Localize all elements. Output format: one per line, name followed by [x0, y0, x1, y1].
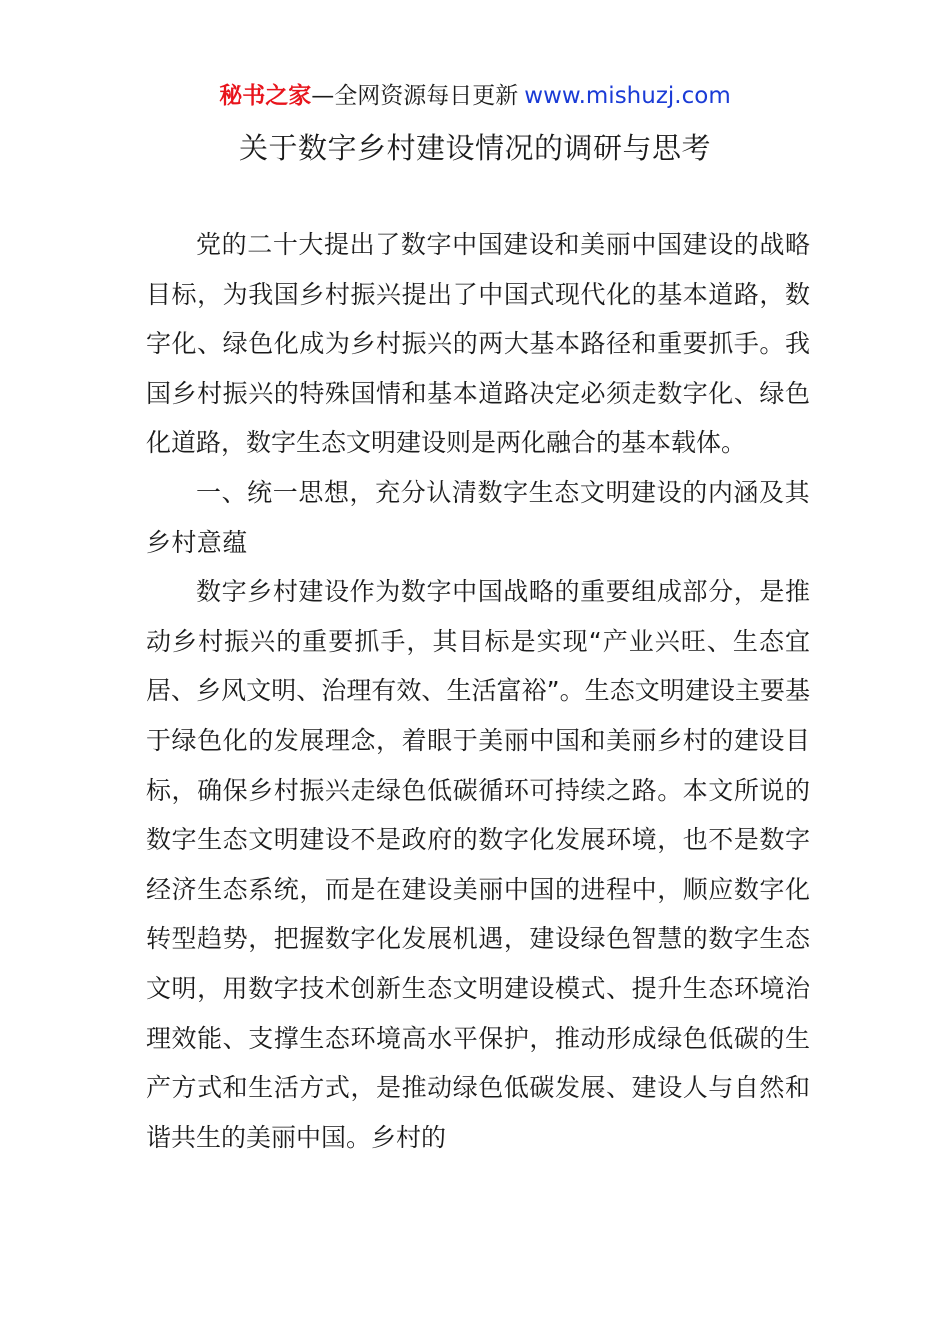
site-header: [0, 80, 950, 112]
document-body: [146, 220, 810, 1162]
paragraph-intro: 党的二十大提出了数字中国建设和美丽中国建设的战略目标，为我国乡村振兴提出了中国式现代化的基本道路，数字化、绿色化成为乡村振兴的两大基本路径和重要抓手。我国乡村振兴的特殊国情和基本道路决定必须走数字化、绿色化道路，数字生态文明建设则是两化融合的基本载体。: [146, 230, 810, 458]
section-heading-1: 一、统一思想，充分认清数字生态文明建设的内涵及其乡村意蕴: [146, 477, 810, 557]
site-url-link[interactable]: www.mishuzj.com: [524, 83, 731, 109]
brand-name: 秘书之家: [219, 83, 312, 109]
paragraph-section-1: 数字乡村建设作为数字中国战略的重要组成部分，是推动乡村振兴的重要抓手，其目标是实现“产业兴旺、生态宜居、乡风文明、治理有效、生活富裕”。生态文明建设主要基于绿色化的发展理念，着眼于美丽中国和美丽乡村的建设目标，确保乡村振兴走绿色低碳循环可持续之路。本文所说的数字生态文明建设不是政府的数字化发展环境，也不是数字经济生态系统，而是在建设美丽中国的进程中，顺应数字化转型趋势，把握数字化发展机遇，建设绿色智慧的数字生态文明，用数字技术创新生态文明建设模式、提升生态环境治理效能、支撑生态环境高水平保护，推动形成绿色低碳的生产方式和生活方式，是推动绿色低碳发展、建设人与自然和谐共生的美丽中国。乡村的: [146, 577, 810, 1152]
document-title: 关于数字乡村建设情况的调研与思考: [238, 131, 711, 165]
site-slogan: —全网资源每日更新: [311, 83, 519, 109]
